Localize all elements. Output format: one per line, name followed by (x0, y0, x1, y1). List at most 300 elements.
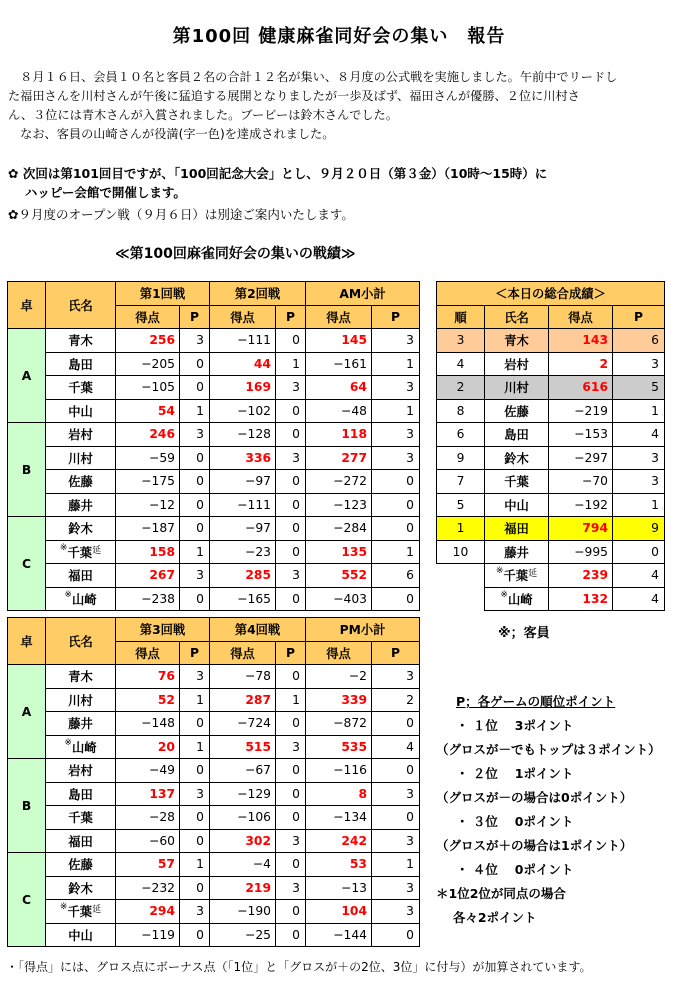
subtotal-score-cell: −403 (306, 587, 372, 611)
subtotal-points-cell: 0 (372, 712, 420, 736)
table-row (8, 376, 420, 400)
header-points: P (276, 641, 306, 665)
total-score-cell: 239 (549, 564, 613, 588)
score-cell: −129 (210, 782, 276, 806)
subtotal-points-cell: 3 (372, 829, 420, 853)
player-name: 中山 (485, 493, 549, 517)
player-name: 鈴木 (485, 446, 549, 470)
score-cell: −102 (210, 399, 276, 423)
page-title: 第100回 健康麻雀同好会の集い 報告 (172, 26, 506, 47)
points-cell: 3 (180, 423, 210, 447)
subtotal-score-cell: −116 (306, 759, 372, 783)
table-group-label: A (8, 329, 46, 423)
header-game1: 第1回戦 (116, 282, 210, 306)
overall-row (437, 517, 665, 541)
header-points: P (180, 641, 210, 665)
total-score-cell: −995 (549, 540, 613, 564)
subtotal-score-cell: −48 (306, 399, 372, 423)
score-cell: −128 (210, 423, 276, 447)
overall-row (437, 352, 665, 376)
points-cell: 0 (180, 829, 210, 853)
score-cell: −148 (116, 712, 180, 736)
score-cell: 285 (210, 564, 276, 588)
overall-row (437, 446, 665, 470)
score-cell: 256 (116, 329, 180, 353)
points-cell: 1 (180, 399, 210, 423)
points-cell: 3 (276, 564, 306, 588)
player-name: 佐藤 (46, 470, 116, 494)
points-cell: 0 (276, 423, 306, 447)
score-cell: −232 (116, 876, 180, 900)
subtotal-score-cell: 64 (306, 376, 372, 400)
score-cell: 54 (116, 399, 180, 423)
table-row (8, 688, 420, 712)
table-group-label: B (8, 759, 46, 853)
subtotal-score-cell: −123 (306, 493, 372, 517)
total-points-cell: 9 (613, 517, 665, 541)
subtotal-score-cell: −161 (306, 352, 372, 376)
table-row (8, 399, 420, 423)
total-score-cell: 132 (549, 587, 613, 611)
subtotal-points-cell: 0 (372, 493, 420, 517)
table-row (8, 423, 420, 447)
score-cell: 267 (116, 564, 180, 588)
table-row (8, 587, 420, 611)
header-points: P (180, 305, 210, 329)
total-points-cell: 5 (613, 376, 665, 400)
overall-row (437, 376, 665, 400)
subtotal-points-cell: 0 (372, 806, 420, 830)
points-cell: 1 (180, 853, 210, 877)
player-name: 島田 (485, 423, 549, 447)
player-name: 鈴木 (46, 517, 116, 541)
table-row (8, 900, 420, 924)
points-cell: 0 (276, 782, 306, 806)
player-name: 青木 (46, 329, 116, 353)
overall-row (437, 423, 665, 447)
header-score: 得点 (210, 641, 276, 665)
score-cell: −28 (116, 806, 180, 830)
subtotal-score-cell: 277 (306, 446, 372, 470)
score-cell: 515 (210, 735, 276, 759)
header-subtotal: PM小計 (306, 618, 420, 642)
header-game2: 第4回戦 (210, 618, 306, 642)
subtotal-score-cell: 145 (306, 329, 372, 353)
header-table: 卓 (8, 282, 46, 329)
subtotal-score-cell: 8 (306, 782, 372, 806)
score-cell: −111 (210, 329, 276, 353)
score-cell: 302 (210, 829, 276, 853)
intro-text (8, 68, 670, 144)
notice-line: ✿ 次回は第101回目ですが、「100回記念大会」とし、９月２０日（第３金）（10時～15時）に (8, 166, 548, 181)
am-results-table (7, 281, 420, 611)
score-cell: 57 (116, 853, 180, 877)
intro-line: なお、客員の山崎さんが役満(字一色)を達成されました。 (8, 127, 335, 141)
footnote: ・「得点」には、グロス点にボーナス点（「1位」と「グロスが＋の2位、3位」に付与）が加算されています。 (6, 960, 592, 974)
player-name: 川村 (46, 688, 116, 712)
total-score-cell: −219 (549, 399, 613, 423)
player-name: 岩村 (485, 352, 549, 376)
points-cell: 3 (180, 782, 210, 806)
player-name: 佐藤 (485, 399, 549, 423)
total-points-cell: 3 (613, 352, 665, 376)
score-cell: −49 (116, 759, 180, 783)
subtotal-points-cell: 0 (372, 517, 420, 541)
table-row (8, 853, 420, 877)
table-row (8, 782, 420, 806)
player-name: ※千葉$^延$ (46, 900, 116, 924)
points-cell: 0 (276, 923, 306, 947)
subtotal-score-cell: 339 (306, 688, 372, 712)
subtotal-points-cell: 1 (372, 352, 420, 376)
legend-line: ・ ３位 0ポイント (456, 814, 574, 829)
score-cell: 20 (116, 735, 180, 759)
subtotal-score-cell: 118 (306, 423, 372, 447)
player-name: 中山 (46, 923, 116, 947)
header-score: 得点 (210, 305, 276, 329)
table-group-label: B (8, 423, 46, 517)
player-name: 中山 (46, 399, 116, 423)
points-cell: 0 (276, 399, 306, 423)
total-score-cell: −192 (549, 493, 613, 517)
points-cell: 0 (180, 587, 210, 611)
points-cell: 0 (180, 352, 210, 376)
header-game2: 第2回戦 (210, 282, 306, 306)
header-score: 得点 (306, 641, 372, 665)
header-name: 氏名 (46, 618, 116, 665)
legend-line: （グロスが－の場合は0ポイント） (436, 790, 633, 805)
points-cell: 0 (180, 446, 210, 470)
player-name: 千葉 (485, 470, 549, 494)
legend-lines (436, 714, 661, 930)
rank-cell: 9 (437, 446, 485, 470)
score-cell: 52 (116, 688, 180, 712)
points-cell: 0 (180, 493, 210, 517)
score-cell: −23 (210, 540, 276, 564)
table-row (8, 540, 420, 564)
rank-cell: 10 (437, 540, 485, 564)
score-cell: −4 (210, 853, 276, 877)
open-game-notice: ✿９月度のオープン戦（９月６日）は別途ご案内いたします。 (8, 207, 354, 222)
header-table: 卓 (8, 618, 46, 665)
next-meeting-notice (8, 164, 547, 202)
subtotal-score-cell: −144 (306, 923, 372, 947)
subtotal-score-cell: 535 (306, 735, 372, 759)
score-cell: −59 (116, 446, 180, 470)
player-name: ※山崎 (46, 735, 116, 759)
header-points: P (372, 641, 420, 665)
points-cell: 3 (276, 376, 306, 400)
rank-cell: 2 (437, 376, 485, 400)
subtotal-points-cell: 1 (372, 399, 420, 423)
header-points: P (613, 305, 665, 329)
subtotal-points-cell: 3 (372, 423, 420, 447)
table-row (8, 329, 420, 353)
points-cell: 0 (180, 470, 210, 494)
player-name: ※山崎 (46, 587, 116, 611)
legend-line: ・ ４位 0ポイント (456, 862, 574, 877)
subtotal-points-cell: 0 (372, 923, 420, 947)
player-name: 川村 (46, 446, 116, 470)
points-cell: 0 (180, 712, 210, 736)
points-cell: 3 (180, 329, 210, 353)
table-row (8, 665, 420, 689)
player-name: 鈴木 (46, 876, 116, 900)
player-name: 岩村 (46, 423, 116, 447)
player-name: 千葉 (46, 806, 116, 830)
points-cell: 0 (180, 876, 210, 900)
subtotal-points-cell: 0 (372, 470, 420, 494)
points-cell: 3 (180, 900, 210, 924)
total-points-cell: 3 (613, 446, 665, 470)
player-name: 佐藤 (46, 853, 116, 877)
subtotal-score-cell: −2 (306, 665, 372, 689)
points-cell: 0 (276, 853, 306, 877)
overall-row (437, 587, 665, 611)
header-points: P (372, 305, 420, 329)
subtotal-score-cell: −134 (306, 806, 372, 830)
points-cell: 3 (276, 876, 306, 900)
points-cell: 0 (276, 470, 306, 494)
subtotal-points-cell: 3 (372, 876, 420, 900)
player-name: 川村 (485, 376, 549, 400)
intro-line: た福田さんを川村さんが午後に猛追する展開となりましたが一歩及ばず、福田さんが優勝、２位に川村さ (8, 89, 580, 103)
score-cell: 336 (210, 446, 276, 470)
subtotal-points-cell: 3 (372, 900, 420, 924)
player-name: 福田 (46, 829, 116, 853)
legend-line: ・ ２位 1ポイント (456, 766, 574, 781)
total-points-cell: 1 (613, 493, 665, 517)
table-row (8, 712, 420, 736)
subtotal-points-cell: 0 (372, 759, 420, 783)
subtotal-points-cell: 1 (372, 853, 420, 877)
total-score-cell: 2 (549, 352, 613, 376)
rank-cell (437, 564, 485, 588)
total-score-cell: 143 (549, 329, 613, 353)
points-cell: 0 (276, 517, 306, 541)
player-name: ※千葉$^延$ (485, 564, 549, 588)
legend-line: （グロスが＋の場合は1ポイント） (436, 838, 633, 853)
guest-note: ※；客員 (498, 626, 550, 641)
score-cell: 246 (116, 423, 180, 447)
points-cell: 0 (276, 712, 306, 736)
subtotal-score-cell: 104 (306, 900, 372, 924)
points-legend (436, 690, 661, 930)
subtotal-score-cell: −13 (306, 876, 372, 900)
score-cell: 294 (116, 900, 180, 924)
total-points-cell: 1 (613, 399, 665, 423)
table-group-label: C (8, 517, 46, 611)
table-row (8, 806, 420, 830)
subtotal-points-cell: 0 (372, 587, 420, 611)
subtotal-points-cell: 6 (372, 564, 420, 588)
overall-row (437, 329, 665, 353)
subtotal-score-cell: 552 (306, 564, 372, 588)
total-score-cell: −70 (549, 470, 613, 494)
subtotal-points-cell: 1 (372, 540, 420, 564)
player-name: 藤井 (46, 493, 116, 517)
total-points-cell: 3 (613, 470, 665, 494)
score-cell: −119 (116, 923, 180, 947)
total-score-cell: −153 (549, 423, 613, 447)
rank-cell: 4 (437, 352, 485, 376)
header-score: 得点 (116, 641, 180, 665)
table-row (8, 446, 420, 470)
player-name: 千葉 (46, 376, 116, 400)
intro-line: ８月１６日、会員１０名と客員２名の合計１２名が集い、８月度の公式戦を実施しました。午前中でリードし (8, 70, 618, 84)
legend-line: ＊1位2位が同点の場合 (436, 886, 566, 901)
subtotal-points-cell: 3 (372, 329, 420, 353)
points-cell: 1 (180, 540, 210, 564)
total-score-cell: −297 (549, 446, 613, 470)
player-name: 岩村 (46, 759, 116, 783)
subtotal-points-cell: 3 (372, 782, 420, 806)
score-cell: −105 (116, 376, 180, 400)
overall-row (437, 564, 665, 588)
score-cell: −187 (116, 517, 180, 541)
header-rank: 順 (437, 305, 485, 329)
score-cell: 76 (116, 665, 180, 689)
player-name: 藤井 (485, 540, 549, 564)
intro-line: ん、３位には青木さんが入賞されました。ブービーは鈴木さんでした。 (8, 108, 398, 122)
total-points-cell: 4 (613, 587, 665, 611)
points-cell: 0 (276, 540, 306, 564)
pm-results-table (7, 617, 420, 947)
overall-row (437, 399, 665, 423)
score-cell: −205 (116, 352, 180, 376)
rank-cell: 8 (437, 399, 485, 423)
table-row (8, 876, 420, 900)
points-cell: 0 (180, 923, 210, 947)
table-row (8, 564, 420, 588)
legend-title: P；各ゲームの順位ポイント (456, 694, 616, 709)
player-name: ※千葉$^延$ (46, 540, 116, 564)
points-cell: 0 (276, 806, 306, 830)
table-row (8, 517, 420, 541)
subtotal-score-cell: −872 (306, 712, 372, 736)
points-cell: 0 (276, 665, 306, 689)
score-cell: −175 (116, 470, 180, 494)
player-name: 青木 (46, 665, 116, 689)
table-row (8, 829, 420, 853)
score-cell: 219 (210, 876, 276, 900)
legend-line: 各々2ポイント (436, 910, 537, 925)
points-cell: 0 (180, 517, 210, 541)
player-name: 島田 (46, 352, 116, 376)
rank-cell (437, 587, 485, 611)
rank-cell: 5 (437, 493, 485, 517)
header-score: 得点 (306, 305, 372, 329)
points-cell: 0 (276, 900, 306, 924)
table-row (8, 923, 420, 947)
points-cell: 1 (180, 688, 210, 712)
points-cell: 3 (180, 564, 210, 588)
score-cell: 158 (116, 540, 180, 564)
score-cell: 287 (210, 688, 276, 712)
score-cell: −111 (210, 493, 276, 517)
points-cell: 0 (180, 806, 210, 830)
subtotal-points-cell: 2 (372, 688, 420, 712)
player-name: 藤井 (46, 712, 116, 736)
subtotal-points-cell: 3 (372, 376, 420, 400)
total-score-cell: 616 (549, 376, 613, 400)
rank-cell: 6 (437, 423, 485, 447)
points-cell: 3 (276, 735, 306, 759)
header-score: 得点 (116, 305, 180, 329)
rank-cell: 7 (437, 470, 485, 494)
total-points-cell: 0 (613, 540, 665, 564)
score-cell: −25 (210, 923, 276, 947)
points-cell: 3 (276, 446, 306, 470)
table-row (8, 352, 420, 376)
overall-title: ＜本日の総合成績＞ (437, 282, 665, 306)
results-subtitle: ≪第100回麻雀同好会の集いの戦績≫ (115, 246, 356, 262)
points-cell: 0 (276, 587, 306, 611)
player-name: 青木 (485, 329, 549, 353)
score-cell: −724 (210, 712, 276, 736)
header-game1: 第3回戦 (116, 618, 210, 642)
table-row (8, 470, 420, 494)
score-cell: −67 (210, 759, 276, 783)
overall-results-table (436, 281, 665, 611)
subtotal-score-cell: −284 (306, 517, 372, 541)
subtotal-score-cell: 53 (306, 853, 372, 877)
table-row (8, 493, 420, 517)
header-score: 得点 (549, 305, 613, 329)
score-cell: −238 (116, 587, 180, 611)
header-name: 氏名 (485, 305, 549, 329)
subtotal-score-cell: 242 (306, 829, 372, 853)
total-points-cell: 6 (613, 329, 665, 353)
overall-row (437, 470, 665, 494)
score-cell: 137 (116, 782, 180, 806)
total-points-cell: 4 (613, 423, 665, 447)
score-cell: −97 (210, 470, 276, 494)
subtotal-score-cell: −272 (306, 470, 372, 494)
rank-cell: 3 (437, 329, 485, 353)
player-name: 島田 (46, 782, 116, 806)
overall-row (437, 540, 665, 564)
points-cell: 1 (276, 352, 306, 376)
header-points: P (276, 305, 306, 329)
table-group-label: C (8, 853, 46, 947)
points-cell: 0 (276, 759, 306, 783)
points-cell: 3 (180, 665, 210, 689)
score-cell: 169 (210, 376, 276, 400)
score-cell: −78 (210, 665, 276, 689)
points-cell: 0 (276, 329, 306, 353)
points-cell: 3 (276, 829, 306, 853)
score-cell: −165 (210, 587, 276, 611)
points-cell: 0 (180, 376, 210, 400)
player-name: ※山崎 (485, 587, 549, 611)
player-name: 福田 (46, 564, 116, 588)
total-score-cell: 794 (549, 517, 613, 541)
points-cell: 0 (276, 493, 306, 517)
legend-line: ・ １位 3ポイント (456, 718, 574, 733)
player-name: 福田 (485, 517, 549, 541)
subtotal-points-cell: 3 (372, 446, 420, 470)
points-cell: 0 (180, 759, 210, 783)
points-cell: 1 (276, 688, 306, 712)
score-cell: −97 (210, 517, 276, 541)
rank-cell: 1 (437, 517, 485, 541)
header-name: 氏名 (46, 282, 116, 329)
subtotal-points-cell: 4 (372, 735, 420, 759)
subtotal-score-cell: 135 (306, 540, 372, 564)
score-cell: 44 (210, 352, 276, 376)
score-cell: −60 (116, 829, 180, 853)
